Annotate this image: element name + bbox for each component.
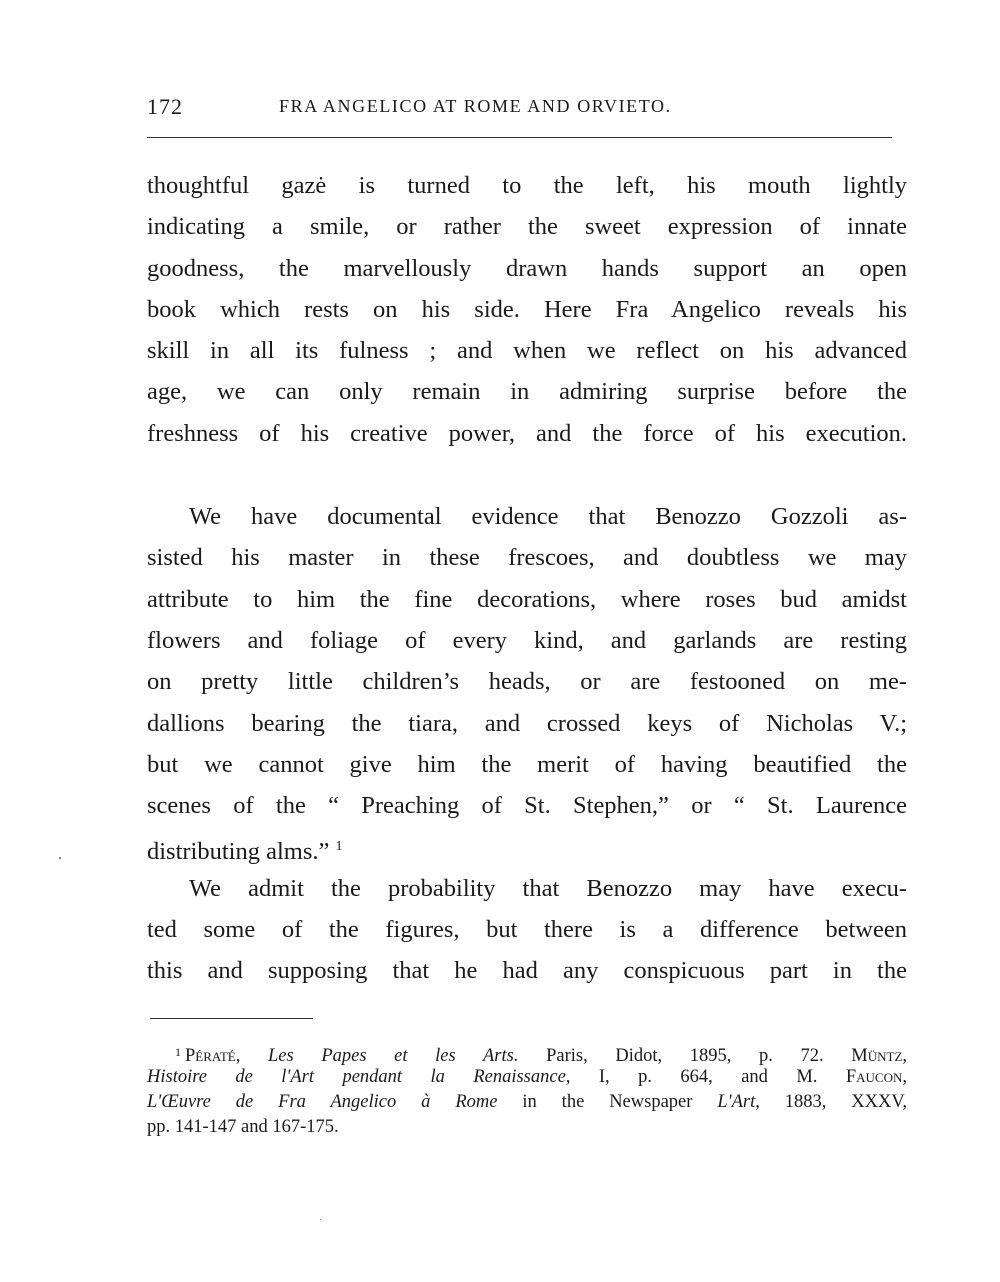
footnote-title: Les Papes et les Arts.: [268, 1046, 519, 1066]
scan-speck: [320, 1219, 321, 1220]
text-line: this and supposing that he had any conspicuous part in the: [147, 957, 907, 985]
text-line: age, we can only remain in admiring surprise before the: [147, 378, 907, 406]
text-line: but we cannot give him the merit of having beautified the: [147, 750, 907, 778]
footnote-rule: [150, 1018, 313, 1019]
text-line: We have documental evidence that Benozzo Gozzoli as-: [189, 503, 907, 531]
text-line: on pretty little children’s heads, or are festooned on me-: [147, 668, 907, 696]
footnote-text: in the Newspaper: [497, 1092, 718, 1112]
text-line: flowers and foliage of every kind, and garlands are resting: [147, 626, 907, 654]
footnote-journal: L'Art,: [717, 1092, 760, 1112]
footnote-title: Histoire de l'Art pendant la Renaissance,: [147, 1067, 571, 1087]
footnote-reference[interactable]: 1: [335, 839, 343, 855]
text-line: thoughtful gazė is turned to the left, his mouth lightly: [147, 172, 907, 199]
page-header: [147, 94, 892, 124]
footnote-author: Pératé,: [185, 1046, 241, 1066]
footnote-text: I, p. 664, and M.: [570, 1067, 818, 1087]
text-line: freshness of his creative power, and the force of his execution.: [147, 419, 907, 447]
footnote-title: L'Œuvre de Fra Angelico à Rome: [147, 1092, 498, 1112]
footnote-author: Müntz,: [851, 1046, 908, 1066]
page-number: 172: [147, 94, 183, 119]
text-line: attribute to him the fine decorations, where roses bud amidst: [147, 585, 907, 613]
scan-speck: [59, 857, 61, 859]
text-line: ted some of the figures, but there is a difference between: [147, 916, 907, 944]
text-line: indicating a smile, or rather the sweet expression of innate: [147, 213, 907, 241]
text-line: goodness, the marvellously drawn hands support an open: [147, 254, 907, 282]
text-line: sisted his master in these frescoes, and doubtless we may: [147, 544, 907, 572]
text-line-content: distributing alms.”: [147, 838, 330, 866]
footnotes: [147, 1040, 907, 1140]
header-rule: [147, 137, 892, 138]
footnote-line: [147, 1065, 907, 1090]
paragraph-gap: [147, 454, 907, 496]
body-text: [147, 165, 907, 992]
text-line: We admit the probability that Benozzo may have execu-: [189, 874, 907, 902]
text-line: skill in all its fulness ; and when we reflect on his advanced: [147, 337, 907, 365]
footnote-text: Paris, Didot, 1895, p. 72.: [518, 1046, 824, 1066]
text-line: scenes of the “ Preaching of St. Stephen,” or “ St. Laurence: [147, 792, 907, 820]
footnote-mark: 1: [175, 1045, 181, 1059]
text-line: book which rests on his side. Here Fra Angelico reveals his: [147, 295, 907, 323]
paragraph-3: [147, 868, 907, 992]
text-line: dallions bearing the tiara, and crossed keys of Nicholas V.;: [147, 709, 907, 737]
paragraph-2: [147, 496, 907, 868]
text-line: [147, 826, 907, 867]
footnote-text: 1883, XXXV,: [759, 1092, 907, 1112]
footnote-line: [147, 1090, 907, 1115]
footnote-line: [147, 1040, 907, 1065]
footnote-author: Faucon,: [845, 1067, 907, 1087]
footnote-line: pp. 141-147 and 167-175.: [147, 1117, 339, 1137]
running-title: FRA ANGELICO AT ROME AND ORVIETO.: [279, 96, 672, 116]
paragraph-1: [147, 165, 907, 454]
